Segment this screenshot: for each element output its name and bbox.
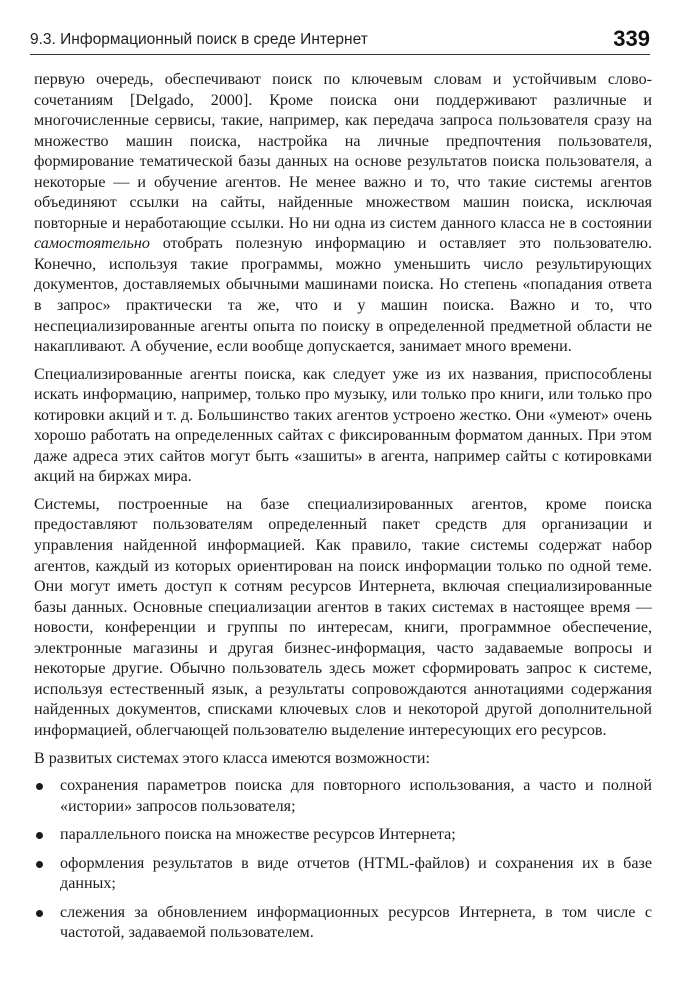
list-item <box>34 825 652 846</box>
bullet-icon <box>36 861 43 868</box>
bullet-icon <box>36 783 43 790</box>
paragraph-1-text-start: первую очередь, обеспечивают поиск по ключевым словам и устойчивым словосочетаниям [Delgado, 2000]. Кроме поиска они поддерживают различные и многочисленные сервисы, такие, например, как передача запроса пользователя сразу на множество машин поиска, настройка на личные предпочтения пользователя, формирование тематической базы данных на основе результатов поиска пользователя, а некоторые — и обучение агентов. Не менее важно и то, что такие системы агентов объединяют ссылки на сайты, найденные множеством машин поиска, исключая повторные и неработающие ссылки. Но ни одна из систем данного класса не в состоянии <box>34 71 652 232</box>
paragraph-2: Специализированные агенты поиска, как следует уже из их названия, приспособлены искать информацию, например, только про музыку, или только про книги, или только про котировки акций и т. д. Большинство таких агентов устроено жестко. Они «умеют» очень хорошо работать на определенных сайтах с фиксированным форматом данных. При этом даже адреса этих сайтов могут быть «зашиты» в агента, например сайты с котировками акций на биржах мира. <box>34 365 652 486</box>
list-item-text: параллельного поиска на множестве ресурсов Интернета; <box>60 826 456 844</box>
section-title: 9.3. Информационный поиск в среде Интернет <box>30 31 368 48</box>
header-rule <box>30 54 650 55</box>
list-item-text: оформления результатов в виде отчетов (HTML-файлов) и сохранения их в базе данных; <box>60 854 652 893</box>
paragraph-1 <box>34 70 652 358</box>
bullet-icon <box>36 910 43 917</box>
capabilities-list <box>34 776 652 944</box>
paragraph-1-text-end: отобрать полезную информацию и оставляет это пользователю. Конечно, используя такие программы, можно уменьшить число результирующих документов, доставляемых обычными машинами поиска. Но степень «попадания ответа в запрос» практически та же, что и у машин поиска. Важно и то, что неспециализированные агенты опыта по поиску в определенной предметной области не накапливают. А обучение, если вообще допускается, занимает много времени. <box>34 235 652 356</box>
body-text <box>34 70 652 952</box>
emphasis-text: самостоятельно <box>34 235 150 253</box>
paragraph-4: В развитых системах этого класса имеются возможности: <box>34 749 430 767</box>
list-item <box>34 776 652 817</box>
running-head <box>30 26 650 56</box>
list-item <box>34 903 652 944</box>
bullet-icon <box>36 832 43 839</box>
page-number: 339 <box>613 26 650 51</box>
list-item <box>34 854 652 895</box>
paragraph-3: Системы, построенные на базе специализированных агентов, кроме поиска предоставляют пользователям определенный пакет средств для организации и управления найденной информацией. Как правило, такие системы содержат набор агентов, каждый из которых ориентирован на поиск информации только по одной теме. Они могут иметь доступ к сотням ресурсов Интернета, включая специализированные базы данных. Основные специализации агентов в таких системах в настоящее время — новости, конференции и группы по интересам, книги, программное обеспечение, электронные магазины и другая бизнес-информация, часто задаваемые вопросы и некоторые другие. Обычно пользователь здесь может сформировать запрос к системе, используя естественный язык, а результаты сопровождаются аннотациями содержания найденных документов, списками ключевых слов и некоторой другой дополнительной информацией, облегчающей пользователю выделение интересующих его ресурсов. <box>34 495 652 739</box>
list-item-text: слежения за обновлением информационных ресурсов Интернета, в том числе с частотой, задаваемой пользователем. <box>60 903 652 942</box>
list-item-text: сохранения параметров поиска для повторного использования, а часто и полной «истории» запросов пользователя; <box>60 777 652 815</box>
